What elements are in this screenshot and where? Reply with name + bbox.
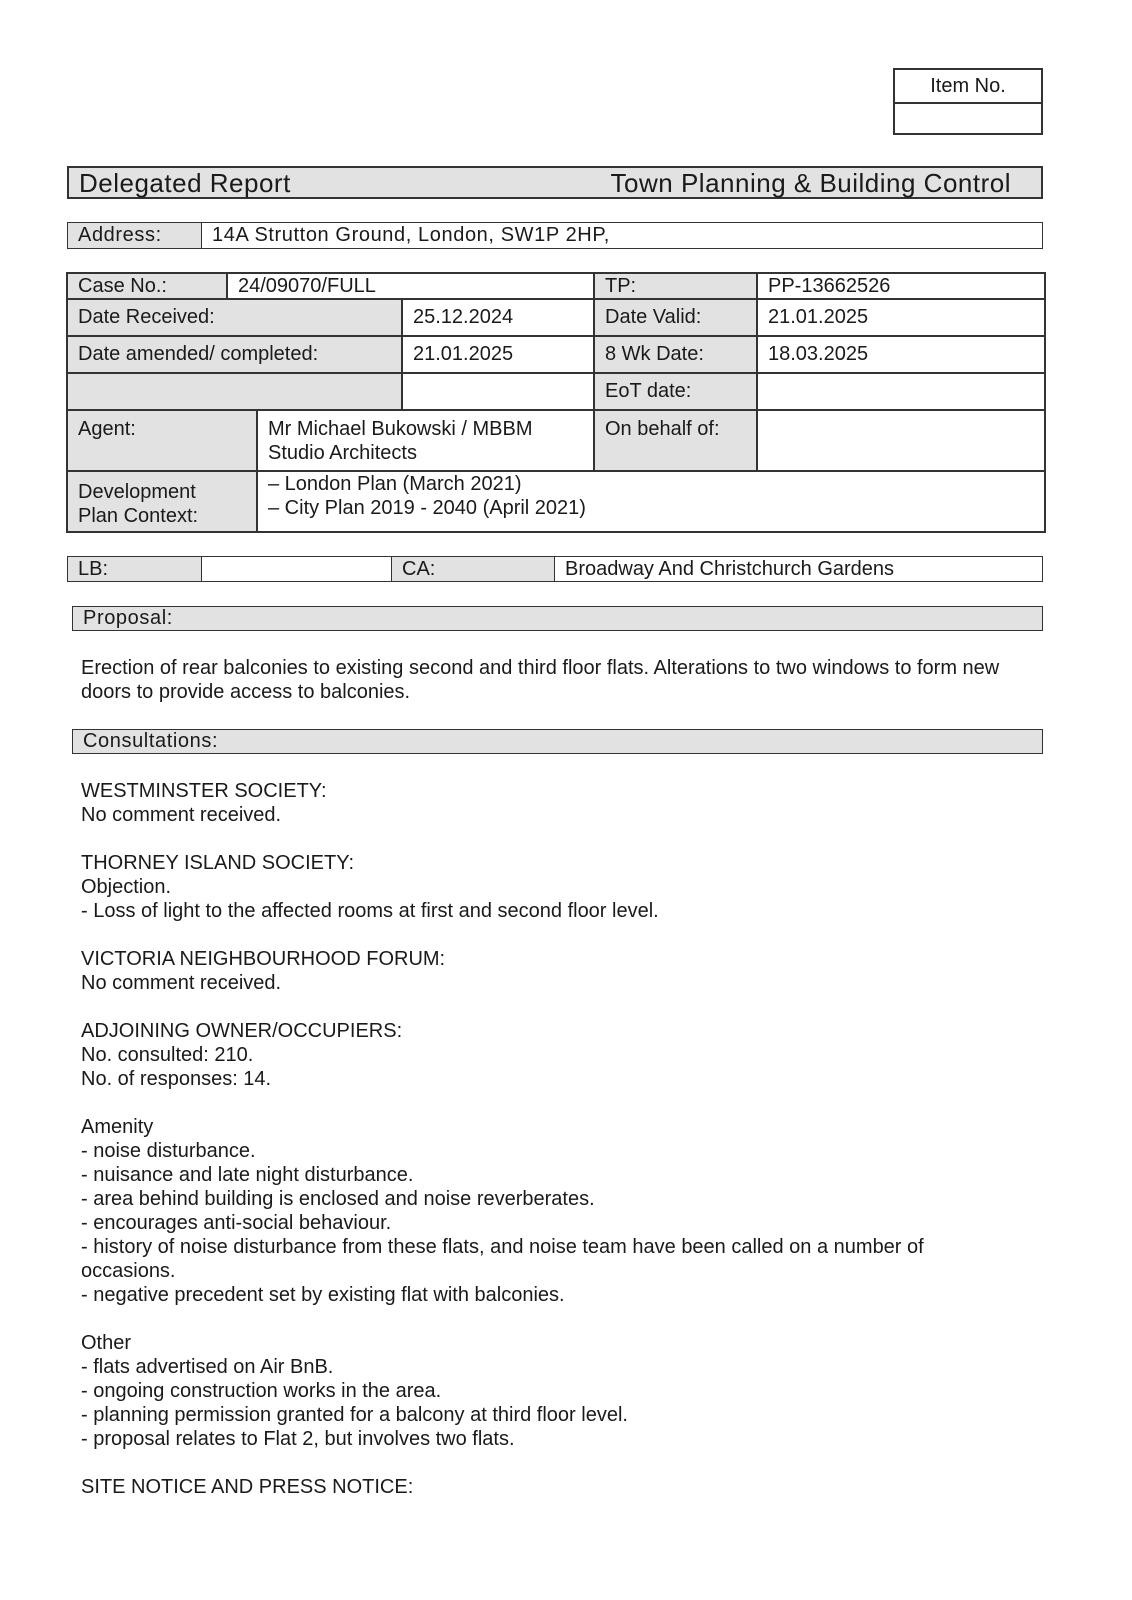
- address-label: Address:: [68, 223, 202, 248]
- agent-label: Agent:: [67, 410, 257, 471]
- amenity-item: - area behind building is enclosed and noise reverberates.: [81, 1188, 595, 1210]
- proposal-heading: Proposal:: [72, 606, 1043, 631]
- consultations-heading: Consultations:: [72, 729, 1043, 754]
- case-no-label: Case No.:: [67, 273, 227, 299]
- development-plan-item: – London Plan (March 2021): [268, 473, 522, 495]
- site-notice-title: SITE NOTICE AND PRESS NOTICE:: [81, 1476, 414, 1498]
- other-item: - planning permission granted for a balcony at third floor level.: [81, 1404, 628, 1426]
- development-plan-item: – City Plan 2019 - 2040 (April 2021): [268, 497, 586, 519]
- eight-week-date-value: 18.03.2025: [757, 336, 1045, 373]
- eight-week-date-label: 8 Wk Date:: [594, 336, 757, 373]
- date-received-label: Date Received:: [67, 299, 402, 336]
- amenity-item: - negative precedent set by existing flat with balconies.: [81, 1284, 565, 1306]
- development-plan-value: [257, 471, 1045, 532]
- tp-value: PP-13662526: [757, 273, 1045, 299]
- eot-date-label: EoT date:: [594, 373, 757, 410]
- date-valid-value: 21.01.2025: [757, 299, 1045, 336]
- date-amended-value: 21.01.2025: [402, 336, 594, 373]
- proposal-line: doors to provide access to balconies.: [81, 681, 411, 703]
- development-plan-label: [67, 471, 257, 532]
- department-title: Town Planning & Building Control: [610, 168, 1011, 198]
- date-valid-label: Date Valid:: [594, 299, 757, 336]
- consultation-line: No comment received.: [81, 804, 282, 826]
- item-number-label: Item No.: [895, 70, 1041, 104]
- address-row: [67, 222, 1043, 249]
- ca-label: CA:: [392, 557, 555, 582]
- amenity-item: - history of noise disturbance from these flats, and noise team have been called on a number of: [81, 1236, 924, 1258]
- consultations-body: [81, 779, 924, 1499]
- consultation-line: No. of responses: 14.: [81, 1068, 272, 1090]
- consultation-line: No. consulted: 210.: [81, 1044, 254, 1066]
- item-number-box: [893, 68, 1043, 135]
- victoria-forum-title: VICTORIA NEIGHBOURHOOD FORUM:: [81, 948, 446, 970]
- proposal-text: [81, 656, 999, 704]
- blank-label-cell: [67, 373, 402, 410]
- blank-value-cell: [402, 373, 594, 410]
- other-item: - ongoing construction works in the area.: [81, 1380, 442, 1402]
- case-no-value: 24/09070/FULL: [227, 273, 594, 299]
- tp-label: TP:: [594, 273, 757, 299]
- lb-label: LB:: [68, 557, 202, 582]
- thorney-island-society-title: THORNEY ISLAND SOCIETY:: [81, 852, 355, 874]
- consultation-line: Objection.: [81, 876, 172, 898]
- adjoining-occupiers-title: ADJOINING OWNER/OCCUPIERS:: [81, 1020, 403, 1042]
- proposal-line: Erection of rear balconies to existing second and third floor flats. Alterations to two windows to form new: [81, 657, 1000, 679]
- on-behalf-of-value: [757, 410, 1045, 471]
- other-item: - flats advertised on Air BnB.: [81, 1356, 334, 1378]
- other-item: - proposal relates to Flat 2, but involves two flats.: [81, 1428, 515, 1450]
- date-amended-label: Date amended/ completed:: [67, 336, 402, 373]
- other-title: Other: [81, 1332, 132, 1354]
- development-plan-label-line2: Plan Context:: [78, 504, 199, 527]
- amenity-item: - noise disturbance.: [81, 1140, 256, 1162]
- agent-value: Mr Michael Bukowski / MBBM Studio Architects: [257, 410, 594, 471]
- report-title: Delegated Report: [79, 168, 291, 198]
- amenity-item: occasions.: [81, 1260, 176, 1282]
- amenity-title: Amenity: [81, 1116, 154, 1138]
- lb-ca-row: [67, 556, 1043, 582]
- address-value: 14A Strutton Ground, London, SW1P 2HP,: [202, 223, 1042, 248]
- ca-value: Broadway And Christchurch Gardens: [555, 557, 1043, 582]
- amenity-item: - encourages anti-social behaviour.: [81, 1212, 392, 1234]
- westminster-society-title: WESTMINSTER SOCIETY:: [81, 780, 327, 802]
- date-received-value: 25.12.2024: [402, 299, 594, 336]
- report-header: [67, 166, 1043, 199]
- consultation-line: - Loss of light to the affected rooms at first and second floor level.: [81, 900, 659, 922]
- consultation-line: No comment received.: [81, 972, 282, 994]
- development-plan-label-line1: Development: [78, 480, 196, 503]
- eot-date-value: [757, 373, 1045, 410]
- lb-value: [202, 557, 392, 582]
- case-details-table: [66, 272, 1046, 533]
- amenity-item: - nuisance and late night disturbance.: [81, 1164, 414, 1186]
- on-behalf-of-label: On behalf of:: [594, 410, 757, 471]
